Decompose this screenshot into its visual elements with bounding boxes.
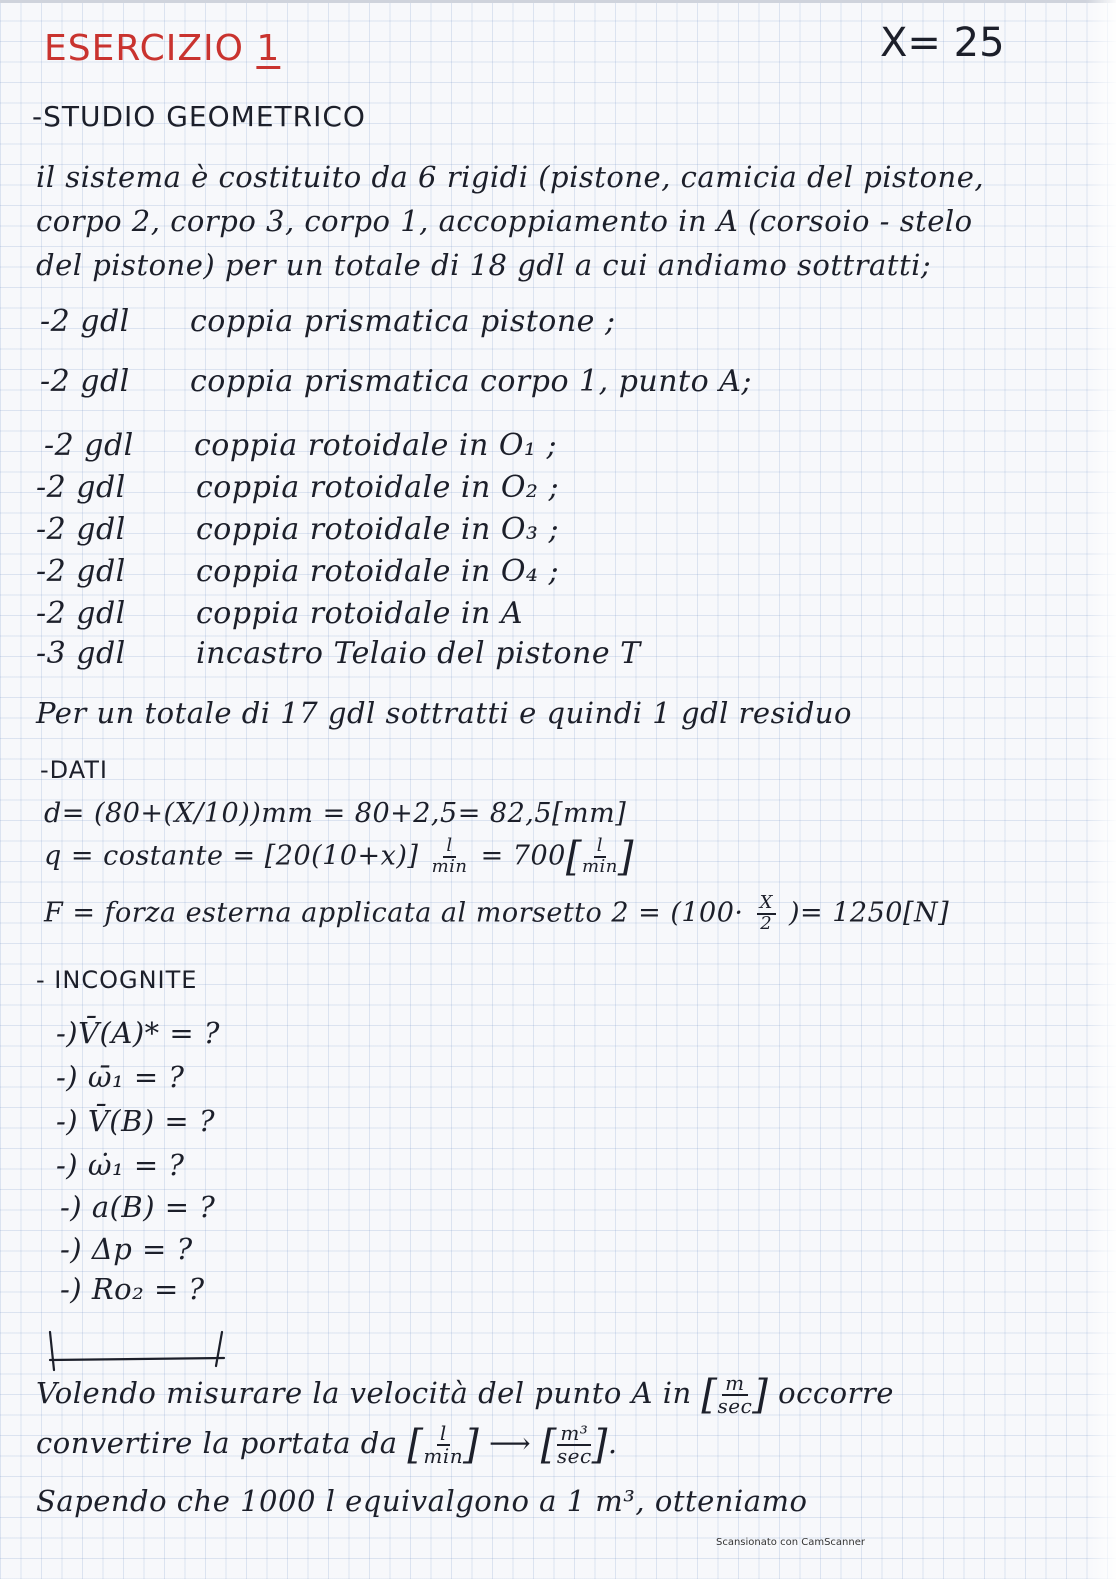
page-right-edge xyxy=(1086,0,1116,1579)
unknown-item: -)V̄(A)* = ? xyxy=(56,1016,220,1050)
unknown-item: -) ω̄₁ = ? xyxy=(56,1060,185,1094)
constraint-item: -2 gdl coppia rotoidale in O₄ ; xyxy=(36,554,560,589)
q-line: q = costante = [20(10+x)] $\frac{l}{\min}$ = 700[ $\frac{l}{\min}$ ] xyxy=(44,834,634,880)
title-prefix: ESERCIZIO xyxy=(44,28,244,69)
constraint-item: -2 gdl coppia rotoidale in A xyxy=(36,596,523,631)
conversion-line-3: Sapendo che 1000 l equivalgono a 1 m³, otteniamo xyxy=(36,1484,808,1518)
total-line: Per un totale di 17 gdl sottratti e quindi 1 gdl residuo xyxy=(36,696,852,730)
constraint-item: -2 gdl coppia rotoidale in O₂ ; xyxy=(36,470,560,505)
pen-stroke-mark xyxy=(46,1330,226,1372)
constraint-item: -2 gdl coppia prismatica corpo 1, punto A; xyxy=(40,364,752,399)
x-value: X= 25 xyxy=(880,20,1005,66)
constraint-item: -2 gdl coppia prismatica pistone ; xyxy=(40,304,616,339)
conversion-line-2: convertire la portata da [ $\frac{l}{\min}$ ] ⟶ [ $\frac{\text{m³}}{\sec}$ ]. xyxy=(36,1421,618,1468)
unknown-item: -) Ro₂ = ? xyxy=(60,1272,205,1306)
unknown-item: -) V̄(B) = ? xyxy=(56,1104,215,1138)
unknown-item: -) a(B) = ? xyxy=(60,1190,216,1224)
unknown-item: -) ω̇₁ = ? xyxy=(56,1148,185,1182)
f-line: F = forza esterna applicata al morsetto 2 = (100· $\frac{X}{2}$ )= 1250[N] xyxy=(44,892,950,934)
intro-line-2: corpo 2, corpo 3, corpo 1, accoppiamento in A (corsoio - stelo xyxy=(36,204,973,238)
constraint-item: -2 gdl coppia rotoidale in O₃ ; xyxy=(36,512,560,547)
intro-line-1: il sistema è costituito da 6 rigidi (pistone, camicia del pistone, xyxy=(36,160,985,194)
exercise-title xyxy=(44,28,280,69)
page-top-edge xyxy=(0,0,1116,3)
geometric-heading: -STUDIO GEOMETRICO xyxy=(32,100,366,133)
constraint-item: -3 gdl incastro Telaio del pistone T xyxy=(36,636,641,671)
unknowns-heading: - INCOGNITE xyxy=(36,966,198,994)
d-line: d= (80+(X/10))mm = 80+2,5= 82,5[mm] xyxy=(44,798,627,829)
data-heading: -DATI xyxy=(40,756,109,784)
intro-line-3: del pistone) per un totale di 18 gdl a cui andiamo sottratti; xyxy=(36,248,932,282)
constraint-item: -2 gdl coppia rotoidale in O₁ ; xyxy=(44,428,558,463)
scanner-footer: Scansionato con CamScanner xyxy=(716,1537,865,1548)
title-number: 1 xyxy=(256,28,281,69)
conversion-line-1: Volendo misurare la velocità del punto A in [ $\frac{m}{\sec}$ ] occorre xyxy=(36,1371,894,1418)
unknown-item: -) Δp = ? xyxy=(60,1232,193,1266)
